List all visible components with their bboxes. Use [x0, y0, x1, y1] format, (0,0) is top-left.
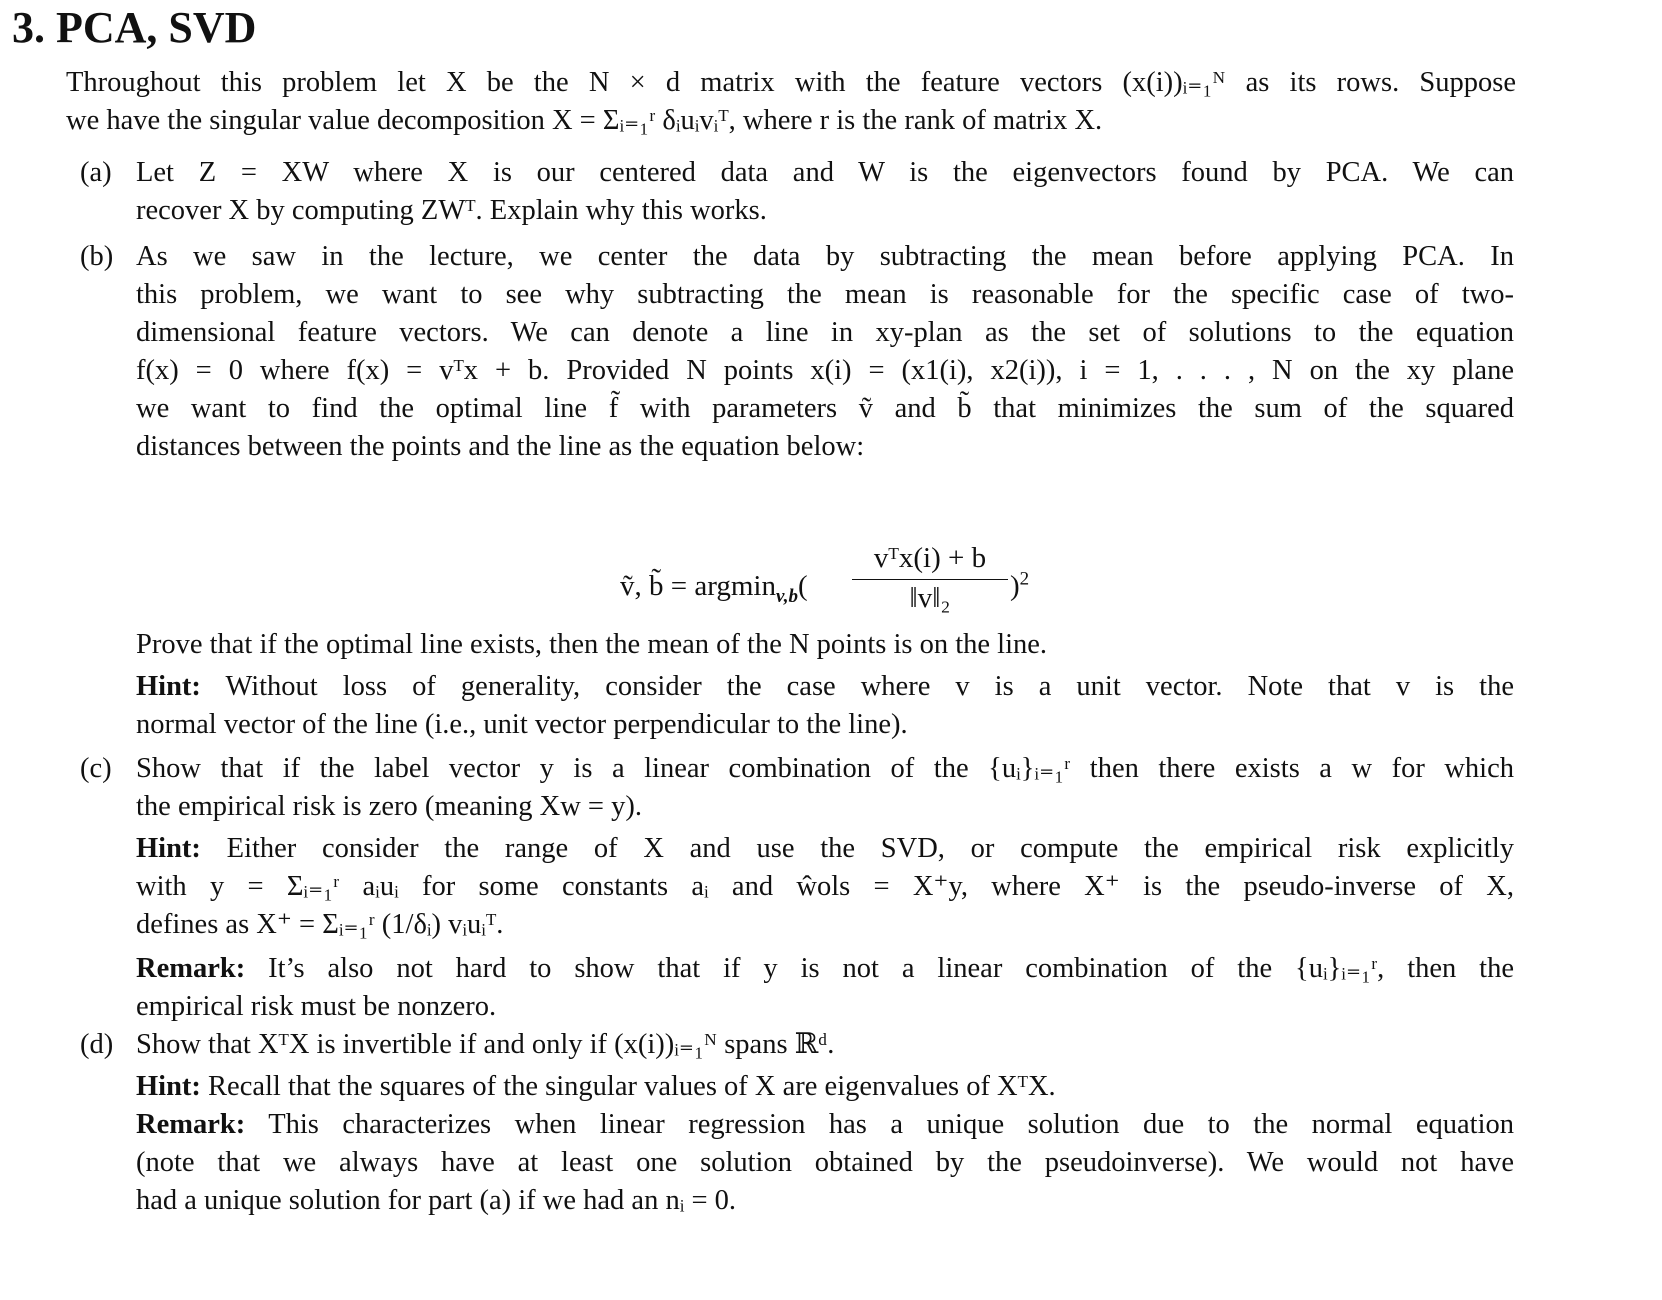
part-d-remark-line-2: (note that we always have at least one solution obtained by the pseudoinverse). We would not have [136, 1147, 1514, 1178]
part-b-line-1: As we saw in the lecture, we center the data by subtracting the mean before applying PCA. In [136, 241, 1514, 272]
part-d-label: (d) [80, 1029, 114, 1060]
part-d-line-1: Show that XᵀX is invertible if and only if (x(i))ᵢ₌₁ᴺ spans ℝᵈ. [136, 1029, 835, 1060]
equation-argmin-subscript: v,b [775, 585, 798, 607]
part-b-label: (b) [80, 241, 114, 272]
part-a-line-2: recover X by computing ZWᵀ. Explain why this works. [136, 195, 767, 226]
intro-line-1: Throughout this problem let X be the N × d matrix with the feature vectors (x(i))ᵢ₌₁ᴺ as its rows. Suppose [66, 67, 1516, 98]
part-b-line-6: distances between the points and the line as the equation below: [136, 431, 865, 462]
part-a-line-1: Let Z = XW where X is our centered data and W is the eigenvectors found by PCA. We can [136, 157, 1514, 188]
part-d-hint-line-1: Hint: Recall that the squares of the singular values of X are eigenvalues of XᵀX. [136, 1071, 1056, 1102]
part-b-line-4: f(x) = 0 where f(x) = vᵀx + b. Provided N points x(i) = (x1(i), x2(i)), i = 1, . . . , N on the xy plane [136, 355, 1514, 386]
part-c-remark-label: Remark: [136, 953, 246, 984]
part-c-remark-line-2: empirical risk must be nonzero. [136, 991, 497, 1022]
part-d-remark-label: Remark: [136, 1109, 246, 1140]
part-c-remark-line-1: Remark: It’s also not hard to show that if y is not a linear combination of the {uᵢ}ᵢ₌₁ʳ, then the [136, 953, 1515, 984]
equation-numerator: vᵀx(i) + b [852, 542, 1008, 580]
intro-line-2: we have the singular value decomposition X = Σᵢ₌₁ʳ δᵢuᵢvᵢᵀ, where r is the rank of matrix X. [66, 105, 1103, 136]
part-b-hint-line-2: normal vector of the line (i.e., unit vector perpendicular to the line). [136, 709, 908, 740]
part-a-label: (a) [80, 157, 112, 188]
part-d-hint-label: Hint: [136, 1071, 201, 1102]
equation-denominator: ‖v‖₂ [909, 582, 951, 614]
equation-rhs-paren: )$^2$ [1010, 568, 1030, 602]
part-c-line-1: Show that if the label vector y is a linear combination of the {uᵢ}ᵢ₌₁ʳ then there exists a w for which [136, 753, 1514, 784]
part-c-label: (c) [80, 753, 112, 784]
section-title: 3. PCA, SVD [12, 3, 257, 52]
part-b-line-5: we want to find the optimal line f̃ with parameters ṽ and b̃ that minimizes the sum of the squared [136, 393, 1514, 424]
part-c-hint-line-3: defines as X⁺ = Σᵢ₌₁ʳ (1/δᵢ) vᵢuᵢᵀ. [136, 909, 504, 940]
part-d-remark-line-3: had a unique solution for part (a) if we had an nᵢ = 0. [136, 1185, 737, 1216]
part-b-line-2: this problem, we want to see why subtracting the mean is reasonable for the specific case of two- [136, 279, 1514, 310]
intro-paragraph [66, 64, 1516, 140]
part-c-hint-line-1: Hint: Either consider the range of X and use the SVD, or compute the empirical risk explicitly [136, 833, 1514, 864]
part-b-hint-line-1: Hint: Without loss of generality, consider the case where v is a unit vector. Note that v is the [136, 671, 1514, 702]
equation-power: 2 [1019, 568, 1030, 590]
part-d-remark-line-1: Remark: This characterizes when linear regression has a unique solution due to the normal equation [136, 1109, 1514, 1140]
part-b-hint-label: Hint: [136, 671, 201, 702]
part-c-line-2: the empirical risk is zero (meaning Xw = y). [136, 791, 642, 822]
part-c-hint-line-2: with y = Σᵢ₌₁ʳ aᵢuᵢ for some constants aᵢ and ŵols = X⁺y, where X⁺ is the pseudo-inverse of X, [136, 871, 1514, 902]
part-c-hint-label: Hint: [136, 833, 201, 864]
part-b-prove: Prove that if the optimal line exists, then the mean of the N points is on the line. [136, 629, 1048, 660]
equation-fraction [852, 542, 1008, 615]
part-b-line-3: dimensional feature vectors. We can denote a line in xy-plan as the set of solutions to the equation [136, 317, 1514, 348]
equation-lhs: ṽ, b̃ = argmin$_{v,b}$( [620, 570, 808, 607]
